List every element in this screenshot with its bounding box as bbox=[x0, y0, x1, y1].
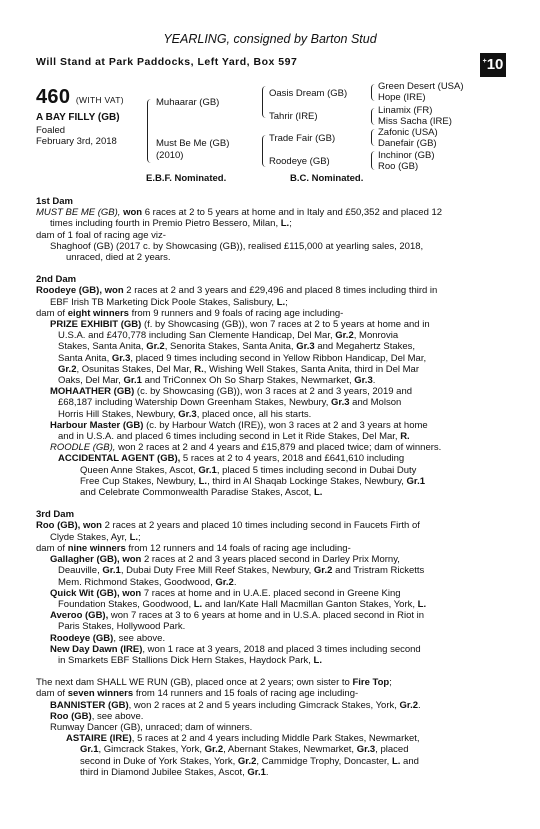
sd-line bbox=[36, 465, 506, 476]
text: , placed bbox=[375, 744, 409, 756]
grade: R. bbox=[400, 431, 410, 443]
text: and Megahertz Stakes, bbox=[317, 341, 416, 353]
nd-line bbox=[36, 711, 506, 722]
nd-line bbox=[36, 688, 506, 699]
text: 5 races at 2 to 4 years, 2018 and £641,610 including bbox=[182, 453, 405, 465]
text: U.S.A. and £470,778 including San Clemente Handicap, Del Mar, bbox=[58, 330, 333, 342]
winners-count: nine winners bbox=[67, 542, 126, 554]
sss: Green Desert (USA) bbox=[378, 81, 464, 92]
nd-line bbox=[36, 756, 506, 767]
td-line bbox=[36, 520, 506, 531]
text: second in Duke of York Stakes, York, bbox=[80, 755, 236, 767]
nd-line bbox=[36, 677, 506, 688]
won-word: won bbox=[122, 554, 142, 566]
badge-plus: + bbox=[482, 58, 487, 65]
text: , Gimcrack Stakes, York, bbox=[98, 744, 202, 756]
grade: Gr.2 bbox=[146, 341, 165, 353]
grade: Gr.3 bbox=[354, 375, 373, 387]
text: . bbox=[372, 375, 376, 387]
first-dam-text: 6 races at 2 to 5 years at home and in Italy and £50,352 and placed 12 bbox=[144, 207, 443, 219]
grade: L. bbox=[193, 598, 203, 610]
catalogue-body bbox=[36, 196, 506, 778]
text: dam of bbox=[36, 307, 66, 319]
nd-line bbox=[36, 744, 506, 755]
nd-line bbox=[36, 700, 506, 711]
td-line bbox=[36, 543, 506, 554]
won-word: won bbox=[122, 587, 142, 599]
sd-line bbox=[36, 341, 506, 352]
horse-name: Quick Wit (GB), bbox=[50, 587, 120, 599]
grade: Gr.2 bbox=[204, 744, 224, 756]
grade: Gr.2 bbox=[313, 565, 333, 577]
page-header: YEARLING, consigned by Barton Stud bbox=[163, 32, 377, 46]
text: . bbox=[265, 766, 269, 778]
text: , won 1 race at 3 years, 2018 and placed 3 times including second bbox=[142, 643, 421, 655]
text: Deauville, bbox=[58, 565, 100, 577]
horse-name: MOHAATHER (GB) bbox=[50, 386, 135, 398]
sire-sire: Oasis Dream (GB) bbox=[269, 88, 348, 99]
text: EBF Irish TB Marketing Dick Poole Stakes, Salisbury, bbox=[50, 296, 275, 308]
pedigree-brace-3c bbox=[371, 129, 376, 146]
lot-number bbox=[36, 86, 124, 109]
text: Foundation Stakes, Goodwood, bbox=[58, 598, 192, 610]
grade: Gr.3 bbox=[331, 397, 350, 409]
horse-name: Roodeye (GB), bbox=[36, 285, 102, 297]
grade: Gr.2 bbox=[215, 576, 234, 588]
text: won 2 races at 2 and 4 years and £15,879 and placed twice; dam of winners. bbox=[118, 442, 442, 454]
td-line bbox=[36, 610, 506, 621]
horse-name: Fire Top bbox=[352, 677, 390, 689]
third-dam-heading: 3rd Dam bbox=[36, 509, 75, 521]
pedigree-brace-3d bbox=[371, 151, 376, 170]
grade: Gr.3 bbox=[111, 352, 131, 364]
sd-line bbox=[36, 386, 506, 397]
sd-line bbox=[36, 420, 506, 431]
horse-name: Gallagher (GB), bbox=[50, 554, 120, 566]
sd-line bbox=[36, 476, 506, 487]
text: (c. by Harbour Watch (IRE)), won 3 races at 2 and 3 years at home bbox=[146, 419, 428, 431]
text: Queen Anne Stakes, Ascot, bbox=[80, 464, 196, 476]
foaled-label: Foaled bbox=[36, 125, 66, 136]
text: , Senorita Stakes, Santa Anita, bbox=[164, 341, 294, 353]
text: , Monrovia bbox=[353, 330, 399, 342]
text: won 7 races at 3 to 6 years at home and in U.S.A. placed second in Riot in bbox=[110, 610, 425, 622]
grade: Gr.1 bbox=[247, 766, 266, 778]
text: ; bbox=[138, 531, 141, 543]
nd-line bbox=[36, 767, 506, 778]
text: , third in Al Shaqab Lockinge Stakes, Newbury, bbox=[207, 475, 404, 487]
grade: L. bbox=[391, 755, 401, 767]
dss: Zafonic (USA) bbox=[378, 127, 438, 138]
sd-line bbox=[36, 409, 506, 420]
horse-name: Roo (GB) bbox=[50, 710, 92, 722]
grade: L. bbox=[417, 598, 427, 610]
text: from 12 runners and 14 foals of racing age including- bbox=[128, 542, 351, 554]
text: , Osunitas Stakes, Del Mar, bbox=[76, 363, 192, 375]
first-dam-heading: 1st Dam bbox=[36, 196, 73, 207]
winners-count: eight winners bbox=[67, 307, 129, 319]
grade: Gr.2 bbox=[399, 699, 419, 711]
text: and Celebrate Commonwealth Paradise Stakes, Ascot, bbox=[80, 487, 312, 499]
td-line bbox=[36, 577, 506, 588]
text: , Abernant Stakes, Newmarket, bbox=[223, 744, 355, 756]
text: Mem. Richmond Stakes, Goodwood, bbox=[58, 576, 213, 588]
ssd: Hope (IRE) bbox=[378, 92, 426, 103]
pedigree-brace-2b bbox=[262, 135, 267, 167]
text: 2 races at 2 and 3 years and £29,496 and placed 8 times including third in bbox=[126, 285, 438, 297]
text: ; bbox=[285, 296, 288, 308]
text: and Ian/Kate Hall Macmillan Ganton Stakes, York, bbox=[204, 598, 416, 610]
text: Santa Anita, bbox=[58, 352, 110, 364]
sd-line bbox=[36, 297, 506, 308]
text: , Cammidge Trophy, Doncaster, bbox=[256, 755, 390, 767]
grade: R. bbox=[194, 363, 204, 375]
sd-line bbox=[36, 375, 506, 386]
sd-line bbox=[36, 308, 506, 319]
dsd: Danefair (GB) bbox=[378, 138, 437, 149]
text: Clyde Stakes, Ayr, bbox=[50, 531, 127, 543]
text: from 14 runners and 15 foals of racing age including- bbox=[135, 688, 359, 700]
sd-line bbox=[36, 487, 506, 498]
td-line bbox=[36, 554, 506, 565]
bc-nominated: B.C. Nominated. bbox=[290, 173, 364, 184]
text: . bbox=[233, 576, 237, 588]
grade: Gr.1 bbox=[198, 464, 217, 476]
text: £68,187 including Watership Down Greenham Stakes, Newbury, bbox=[58, 397, 329, 409]
td-line bbox=[36, 532, 506, 543]
horse-name: Roo (GB), bbox=[36, 520, 81, 532]
horse-name: ROODLE (GB), bbox=[50, 442, 116, 454]
won-word: won bbox=[82, 520, 102, 532]
sd-line bbox=[36, 397, 506, 408]
ddd: Roo (GB) bbox=[378, 161, 419, 172]
grade: L. bbox=[276, 296, 286, 308]
td-line bbox=[36, 633, 506, 644]
text: ; bbox=[289, 218, 292, 230]
first-dam-name: MUST BE ME (GB), bbox=[36, 207, 121, 219]
pedigree-brace-3b bbox=[371, 108, 376, 125]
text: times including fourth in Premio Pietro Bessero, Milan, bbox=[50, 218, 279, 230]
text: from 9 runners and 9 foals of racing age including- bbox=[131, 307, 344, 319]
dam-year: (2010) bbox=[156, 150, 184, 161]
grade: Gr.2 bbox=[335, 330, 354, 342]
text: (c. by Showcasing (GB)), won 3 races at 2 and 3 years, 2019 and bbox=[136, 386, 413, 398]
sd-line bbox=[36, 319, 506, 330]
grade: L. bbox=[313, 487, 323, 499]
text: and in U.S.A. and placed 6 times including second in Let it Ride Stakes, Del Mar, bbox=[58, 431, 398, 443]
text: The next dam SHALL WE RUN (GB), placed once at 2 years; own sister to bbox=[36, 677, 350, 689]
dam-dam: Roodeye (GB) bbox=[269, 156, 330, 167]
grade: L. bbox=[280, 218, 290, 230]
grade: Gr.1 bbox=[80, 744, 99, 756]
sds: Linamix (FR) bbox=[378, 105, 433, 116]
pedigree-brace-2a bbox=[262, 86, 267, 118]
horse-name: BANNISTER (GB) bbox=[50, 699, 129, 711]
sd-line bbox=[36, 431, 506, 442]
td-line bbox=[36, 644, 506, 655]
text: and Molson bbox=[352, 397, 402, 409]
horse-name: Harbour Master (GB) bbox=[50, 419, 144, 431]
dam: Must Be Me (GB) bbox=[156, 138, 230, 149]
grade: Gr.3 bbox=[296, 341, 315, 353]
pedigree-brace-3a bbox=[371, 84, 376, 101]
grade: Gr.3 bbox=[356, 744, 376, 756]
vat-note: (WITH VAT) bbox=[75, 95, 124, 105]
text: , Wishing Well Stakes, Santa Anita, third in Del Mar bbox=[203, 363, 419, 375]
won-word: won bbox=[104, 285, 124, 297]
grade: Gr.1 bbox=[123, 375, 142, 387]
foaled-date: February 3rd, 2018 bbox=[36, 136, 117, 147]
grade: Gr.3 bbox=[178, 408, 197, 420]
text: third in Diamond Jubilee Stakes, Ascot, bbox=[80, 766, 245, 778]
grade: L. bbox=[313, 654, 322, 666]
text: Horris Hill Stakes, Newbury, bbox=[58, 408, 176, 420]
text: (f. by Showcasing (GB)), won 7 races at 2 to 5 years at home and in bbox=[143, 319, 430, 331]
horse-name: PRIZE EXHIBIT (GB) bbox=[50, 319, 142, 331]
sire: Muhaarar (GB) bbox=[156, 97, 220, 108]
td-line bbox=[36, 588, 506, 599]
text: Oaks, Del Mar, bbox=[58, 375, 121, 387]
sd-line bbox=[36, 285, 506, 296]
horse-name: Roodeye (GB) bbox=[50, 632, 114, 644]
dds: Inchinor (GB) bbox=[378, 150, 435, 161]
horse-name: Averoo (GB), bbox=[50, 610, 109, 622]
lot-name: A BAY FILLY (GB) bbox=[36, 112, 120, 123]
lot-number-value: 460 bbox=[36, 86, 71, 108]
horse-name: ASTAIRE (IRE) bbox=[66, 733, 132, 745]
pedigree-brace-1 bbox=[147, 99, 152, 163]
text: Free Cup Stakes, Newbury, bbox=[80, 475, 196, 487]
text: and TriConnex Oh So Sharp Stakes, Newmarket, bbox=[144, 375, 352, 387]
nd-line bbox=[36, 733, 506, 744]
first-dam-line-5: unraced, died at 2 years. bbox=[66, 252, 171, 264]
text: , placed 9 times including second in Yellow Ribbon Handicap, Del Mar, bbox=[130, 352, 427, 364]
first-dam-line-4: Shaghoof (GB) (2017 c. by Showcasing (GB)), realised £115,000 at yearling sales, 2018, bbox=[50, 240, 424, 252]
text: dam of bbox=[36, 688, 66, 700]
horse-name: New Day Dawn (IRE) bbox=[50, 643, 143, 655]
text: Stakes, Santa Anita, bbox=[58, 341, 144, 353]
stand-location: Will Stand at Park Paddocks, Left Yard, Box 597 bbox=[36, 56, 298, 68]
text: and bbox=[403, 755, 419, 767]
grade: Gr.2 bbox=[58, 363, 77, 375]
text: 7 races at home and in U.A.E. placed second in Greene King bbox=[143, 587, 401, 599]
sd-line bbox=[36, 330, 506, 341]
text: . bbox=[418, 699, 421, 711]
grade: L. bbox=[129, 531, 139, 543]
first-dam-line-2 bbox=[36, 218, 506, 229]
text: and Tristram Ricketts bbox=[335, 565, 425, 577]
badge-number: 10 bbox=[486, 56, 504, 73]
text: in Smarkets EBF Stallions Dick Hern Stakes, Haydock Park, bbox=[58, 654, 311, 666]
grade: L. bbox=[198, 475, 208, 487]
sire-dam: Tahrir (IRE) bbox=[269, 111, 318, 122]
text: 2 races at 2 years and placed 10 times including second in Faucets Firth of bbox=[104, 520, 420, 532]
td-line bbox=[36, 655, 506, 666]
text: , won 2 races at 2 and 5 years including Gimcrack Stakes, York, bbox=[128, 699, 397, 711]
td-line: Paris Stakes, Hollywood Park. bbox=[58, 621, 186, 633]
text: , see above. bbox=[91, 710, 144, 722]
text: , placed 5 times including second in Dubai Duty bbox=[216, 464, 417, 476]
td-line bbox=[36, 565, 506, 576]
grade: Gr.1 bbox=[406, 475, 426, 487]
won-word: won bbox=[123, 207, 143, 219]
text: ; bbox=[389, 677, 392, 689]
sdd: Miss Sacha (IRE) bbox=[378, 116, 452, 127]
text: , Dubai Duty Free Mill Reef Stakes, Newbury, bbox=[120, 565, 312, 577]
sd-line bbox=[36, 442, 506, 453]
text: 2 races at 2 and 3 years placed second in Darley Prix Morny, bbox=[143, 554, 400, 566]
sd-line bbox=[36, 364, 506, 375]
text: , 5 races at 2 and 4 years including Middle Park Stakes, Newmarket, bbox=[131, 733, 420, 745]
text: , see above. bbox=[113, 632, 166, 644]
nd-line: Runway Dancer (GB), unraced; dam of winners. bbox=[50, 721, 253, 733]
second-dam-heading: 2nd Dam bbox=[36, 274, 77, 286]
first-dam-line-3: dam of 1 foal of racing age viz- bbox=[36, 229, 166, 241]
ebf-nominated: E.B.F. Nominated. bbox=[146, 173, 227, 184]
horse-name: ACCIDENTAL AGENT (GB), bbox=[58, 453, 181, 465]
dam-sire: Trade Fair (GB) bbox=[269, 133, 336, 144]
td-line bbox=[36, 599, 506, 610]
sd-line bbox=[36, 353, 506, 364]
grade: Gr.2 bbox=[237, 755, 257, 767]
text: , placed once, all his starts. bbox=[196, 408, 312, 420]
winners-count: seven winners bbox=[67, 688, 134, 700]
first-dam-line-1 bbox=[36, 207, 506, 218]
sd-line bbox=[36, 453, 506, 464]
section-badge bbox=[480, 53, 506, 77]
text: dam of bbox=[36, 542, 66, 554]
grade: Gr.1 bbox=[102, 565, 121, 577]
